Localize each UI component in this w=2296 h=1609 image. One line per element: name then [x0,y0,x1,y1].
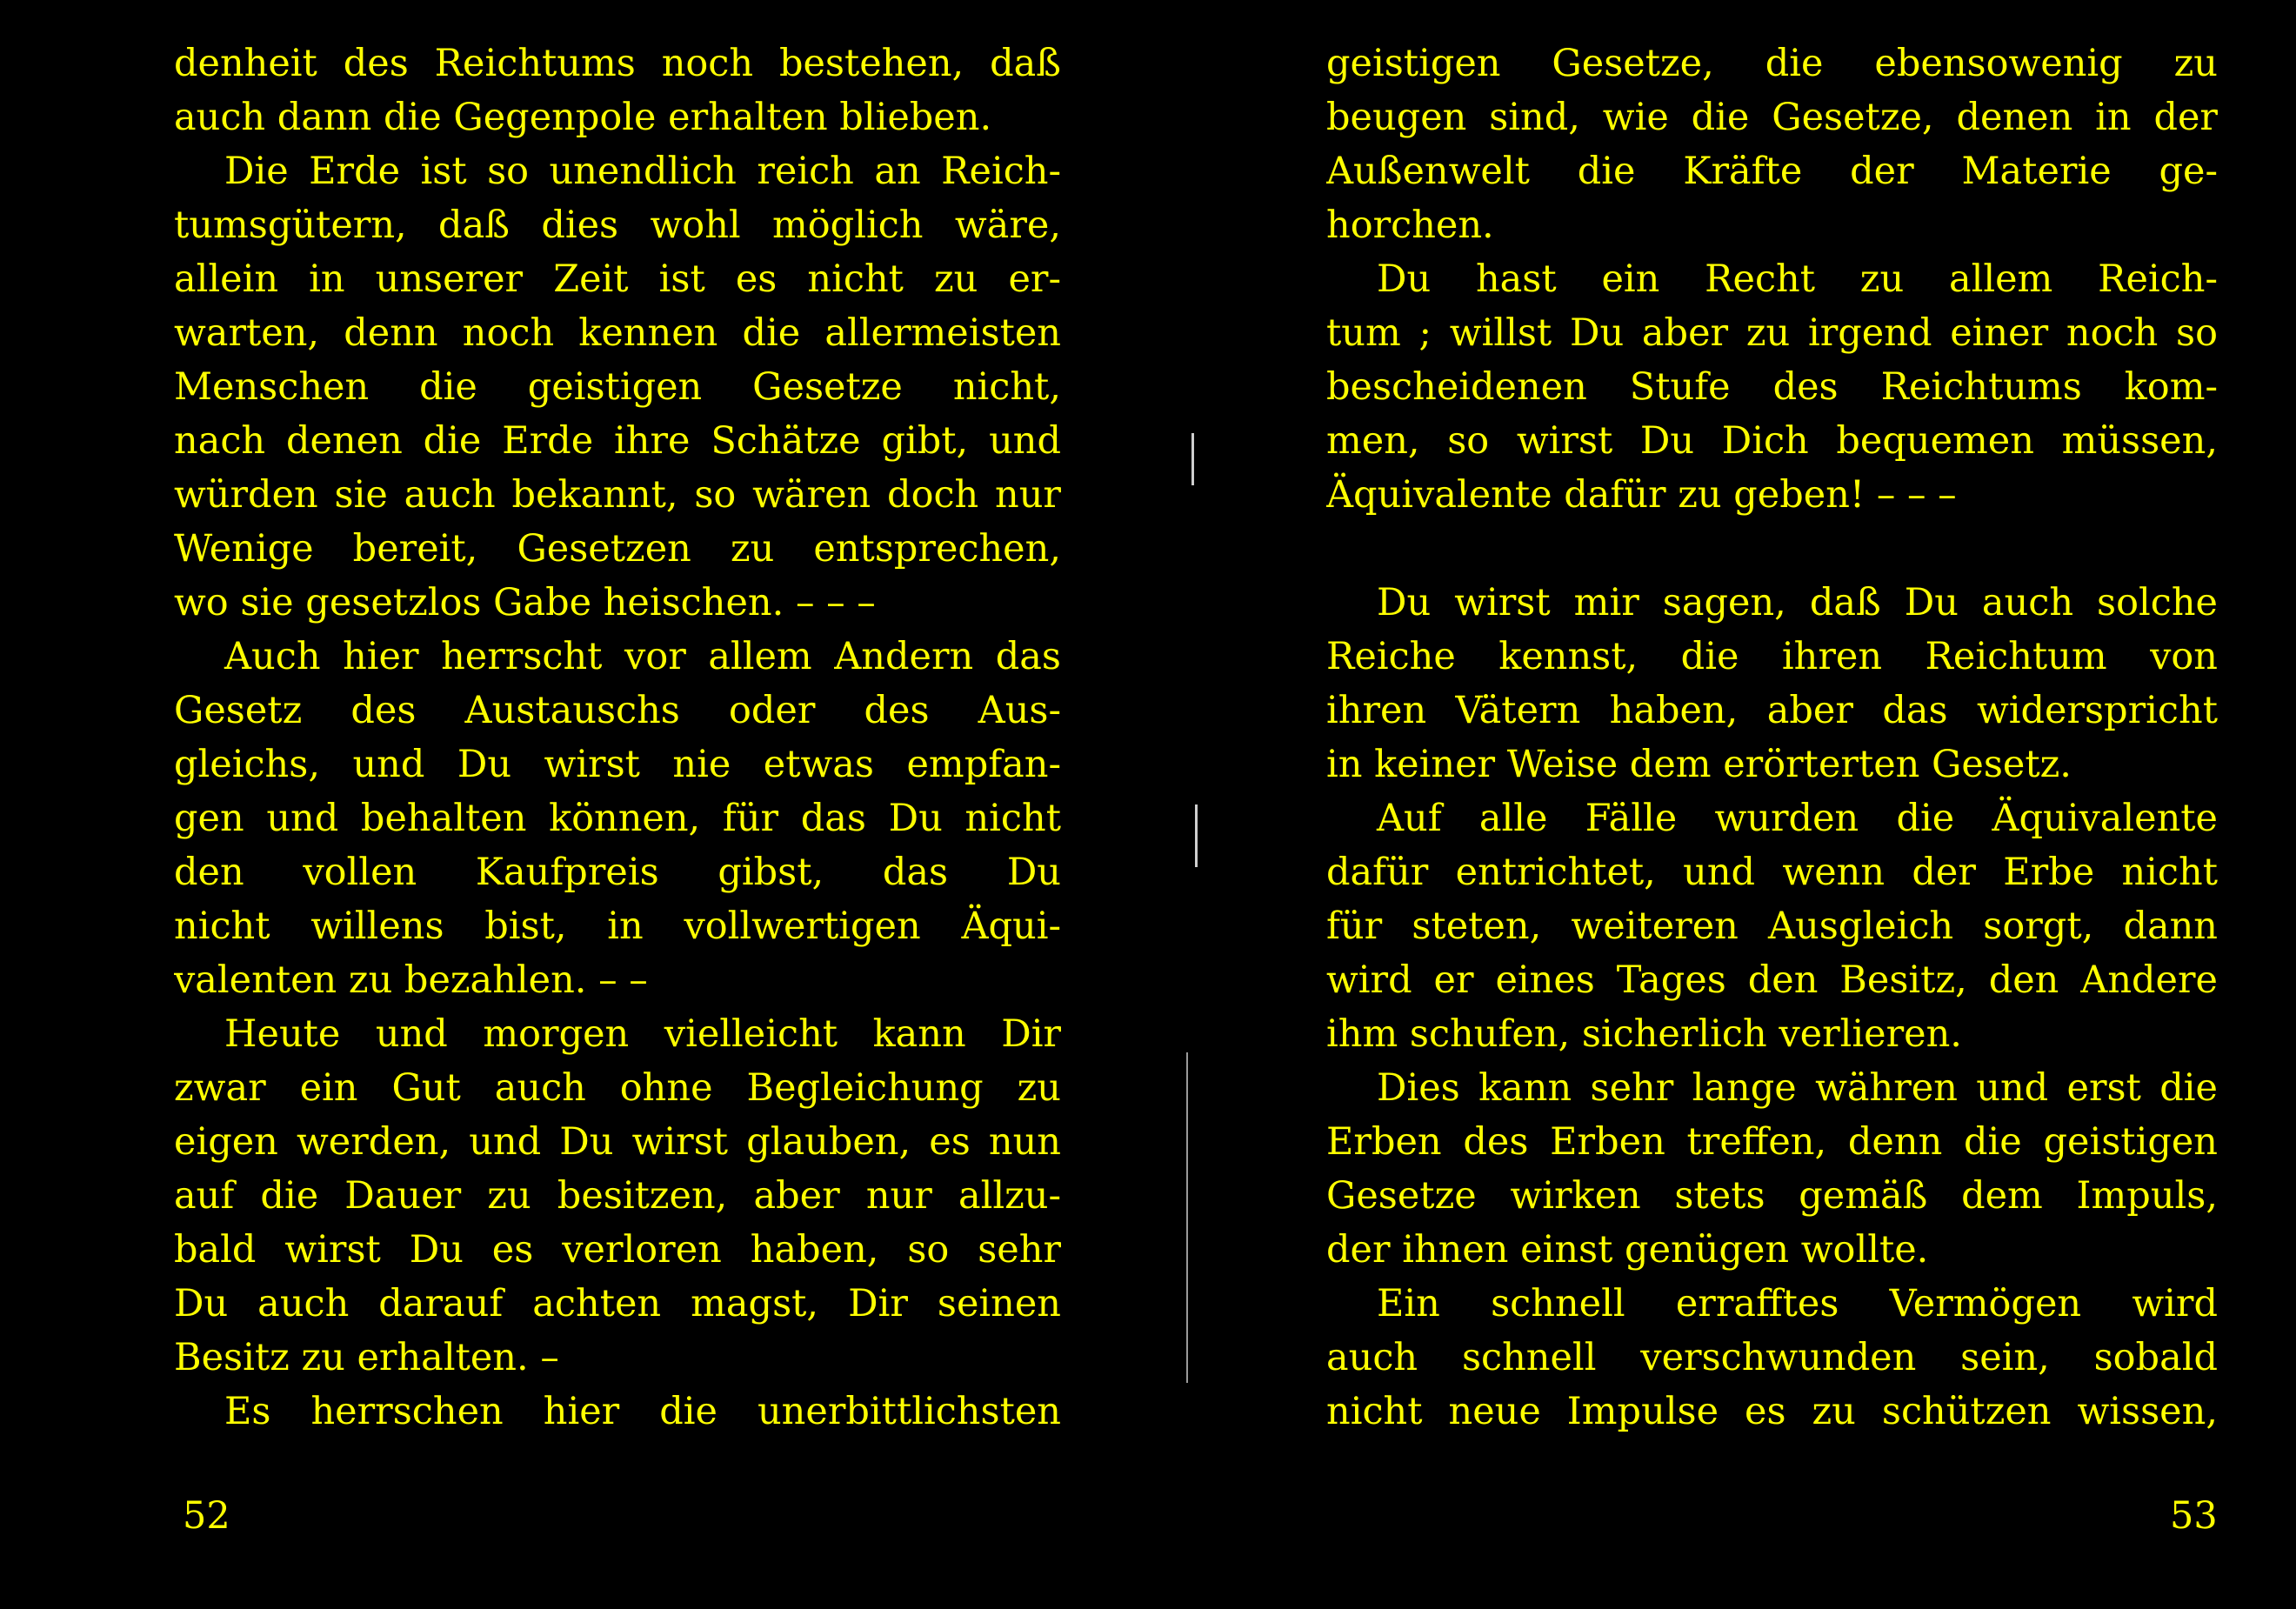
text-line: warten, denn noch kennen die allermeisten [174,311,1061,355]
right-page [1326,37,2218,1439]
text-line: der ihnen einst genügen wollte. [1326,1228,1929,1272]
text-line: dafür entrichtet, und wenn der Erbe nicht [1326,851,2218,894]
text-line: Erben des Erben treffen, denn die geistigen [1326,1120,2218,1164]
text-line: nicht willens bist, in vollwertigen Äqui- [174,905,1061,948]
gutter-shadow-mark [1191,433,1194,485]
text-line: Außenwelt die Kräfte der Materie ge- [1326,150,2218,193]
left-page [174,37,1061,1439]
gutter-shadow-mark [1186,1052,1188,1383]
text-line: gen und behalten können, für das Du nicht [174,797,1061,840]
text-line: Die Erde ist so unendlich reich an Reich- [224,150,1061,193]
text-line: Auch hier herrscht vor allem Andern das [224,635,1061,678]
text-line: tum ; willst Du aber zu irgend einer noch so [1326,311,2218,355]
text-line: auch schnell verschwunden sein, sobald [1326,1336,2218,1379]
text-line: Gesetz des Austauschs oder des Aus- [174,689,1061,732]
page-number-right: 53 [2170,1494,2218,1538]
text-line: beugen sind, wie die Gesetze, denen in der [1326,96,2218,139]
text-line: den vollen Kaufpreis gibst, das Du [174,851,1061,894]
text-line: eigen werden, und Du wirst glauben, es nun [174,1120,1061,1164]
text-line: valenten zu bezahlen. – – [174,958,648,1002]
text-line: gleichs, und Du wirst nie etwas empfan- [174,743,1061,786]
text-line: men, so wirst Du Dich bequemen müssen, [1326,419,2218,463]
text-line: Dies kann sehr lange währen und erst die [1377,1066,2218,1110]
text-line: Ein schnell errafftes Vermögen wird [1377,1282,2218,1325]
text-line: bescheidenen Stufe des Reichtums kom- [1326,365,2218,409]
text-line: Reiche kennst, die ihren Reichtum von [1326,635,2218,678]
text-line: Äquivalente dafür zu geben! – – – [1326,473,1957,517]
text-line: Wenige bereit, Gesetzen zu entsprechen, [174,527,1061,571]
text-line: Du wirst mir sagen, daß Du auch solche [1377,581,2218,624]
text-line: zwar ein Gut auch ohne Begleichung zu [174,1066,1061,1110]
text-line: horchen. [1326,204,1494,247]
text-line: auch dann die Gegenpole erhalten blieben. [174,96,992,139]
text-line: wo sie gesetzlos Gabe heischen. – – – [174,581,876,624]
text-line: wird er eines Tages den Besitz, den Andere [1326,958,2218,1002]
text-line: ihm schufen, sicherlich verlieren. [1326,1012,1962,1056]
page-number-left: 52 [183,1494,230,1538]
text-line: Gesetze wirken stets gemäß dem Impuls, [1326,1174,2218,1218]
text-line: nicht neue Impulse es zu schützen wissen, [1326,1390,2218,1433]
text-line: in keiner Weise dem erörterten Gesetz. [1326,743,2072,786]
text-line: würden sie auch bekannt, so wären doch nur [174,473,1061,517]
text-line: denheit des Reichtums noch bestehen, daß [174,42,1061,85]
text-line: Du hast ein Recht zu allem Reich- [1377,257,2218,301]
text-line: geistigen Gesetze, die ebensowenig zu [1326,42,2218,85]
text-line: tumsgütern, daß dies wohl möglich wäre, [174,204,1061,247]
gutter-shadow-mark [1195,804,1198,867]
text-line: Es herrschen hier die unerbittlichsten [224,1390,1061,1433]
text-line: allein in unserer Zeit ist es nicht zu er- [174,257,1061,301]
text-line: ihren Vätern haben, aber das widerspricht [1326,689,2218,732]
text-line: Heute und morgen vielleicht kann Dir [224,1012,1061,1056]
text-line: Auf alle Fälle wurden die Äquivalente [1377,797,2218,840]
text-line: für steten, weiteren Ausgleich sorgt, dann [1326,905,2218,948]
text-line: bald wirst Du es verloren haben, so sehr [174,1228,1061,1272]
text-line: Du auch darauf achten magst, Dir seinen [174,1282,1061,1325]
text-line: Menschen die geistigen Gesetze nicht, [174,365,1061,409]
text-line: Besitz zu erhalten. – [174,1336,559,1379]
blank-line [1326,522,2218,576]
text-line: auf die Dauer zu besitzen, aber nur allzu- [174,1174,1061,1218]
text-line: nach denen die Erde ihre Schätze gibt, und [174,419,1061,463]
